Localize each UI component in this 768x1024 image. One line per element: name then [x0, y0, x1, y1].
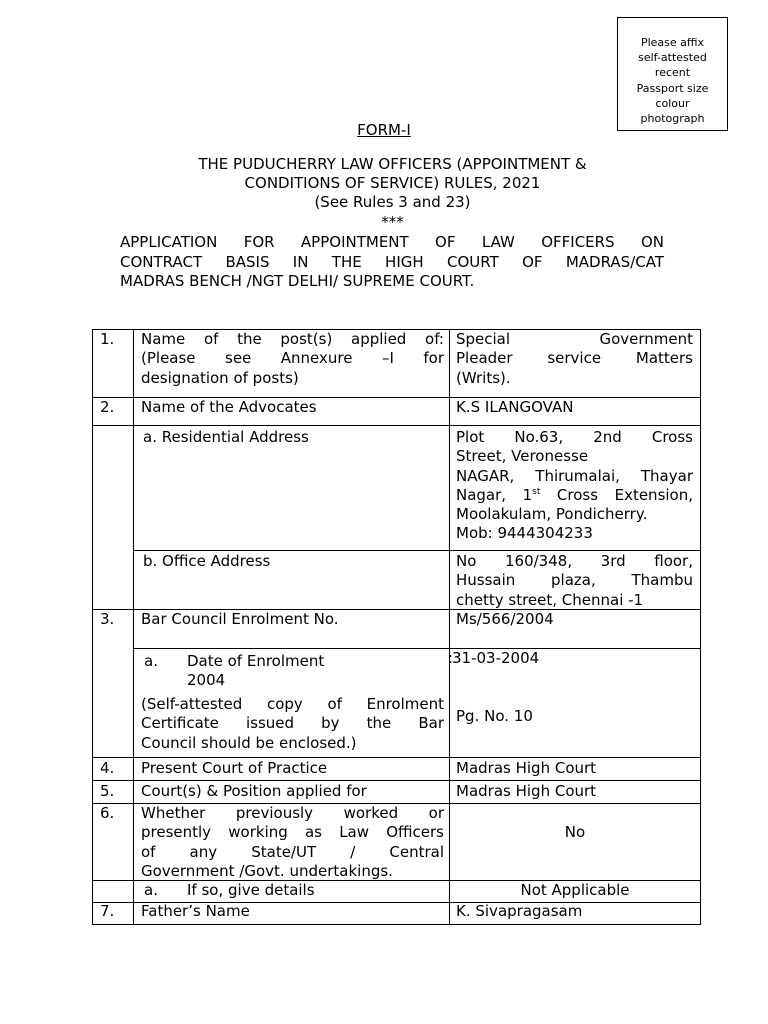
application-line: APPLICATION FOR APPOINTMENT OF LAW OFFICERS ON — [120, 233, 664, 251]
value-line: No 160/348, 3rd floor, — [456, 552, 693, 570]
present-court-value: Madras High Court — [456, 759, 597, 777]
label-line: Whether previously worked or — [141, 804, 444, 822]
heading-line: THE PUDUCHERRY LAW OFFICERS (APPOINTMENT & — [198, 155, 587, 173]
row-divider — [92, 425, 701, 426]
father-name-value: K. Sivapragasam — [456, 902, 583, 920]
photo-placeholder-box — [617, 17, 728, 131]
details-prefix: a. — [144, 881, 158, 899]
residential-address-value — [456, 428, 693, 544]
heading-line: CONDITIONS OF SERVICE) RULES, 2021 — [244, 174, 541, 193]
value-line: Plot No.63, 2nd Cross — [456, 428, 693, 446]
enrolment-date-label: Date of Enrolment — [187, 652, 325, 670]
enrolment-date-year: 2004 — [187, 671, 226, 689]
value-line: Special Government — [456, 330, 693, 348]
office-address-value — [456, 552, 693, 610]
row-number: 1. — [100, 330, 115, 348]
label-line: (Please see Annexure –I for — [141, 349, 444, 368]
advocate-name-label: Name of the Advocates — [141, 398, 317, 416]
row-divider — [133, 550, 701, 551]
value-text: Cross Extension, — [540, 485, 693, 504]
enrolment-date-prefix: a. — [144, 652, 158, 670]
advocate-name-value: K.S ILANGOVAN — [456, 398, 574, 416]
heading-line: *** — [381, 212, 404, 231]
rules-heading — [100, 155, 685, 232]
note-line: Council should be enclosed.) — [141, 733, 357, 752]
father-name-label: Father’s Name — [141, 902, 250, 920]
value-line: Moolakulam, Pondicherry. — [456, 505, 648, 524]
row-number: 7. — [100, 902, 115, 920]
row-number: 6. — [100, 804, 115, 822]
residential-address-label: a. Residential Address — [143, 428, 309, 446]
photo-box-line: Passport size — [636, 81, 709, 95]
row-divider — [92, 757, 701, 758]
value-line: Pleader service Matters — [456, 349, 693, 368]
value-line — [456, 486, 693, 505]
photo-box-line: photograph — [640, 112, 705, 126]
details-label: If so, give details — [187, 881, 315, 899]
table-border-right — [700, 329, 701, 925]
row-divider — [92, 780, 701, 781]
application-line: MADRAS BENCH /NGT DELHI/ SUPREME COURT. — [120, 272, 475, 291]
label-line: Name of the post(s) applied of: — [141, 330, 444, 348]
post-applied-label — [141, 330, 444, 388]
value-line: Mob: 9444304233 — [456, 524, 593, 543]
enrolment-date-colon: : — [448, 649, 454, 667]
previous-law-officer-label — [141, 804, 444, 881]
court-position-label: Court(s) & Position applied for — [141, 782, 367, 800]
row-number: 5. — [100, 782, 115, 800]
col-divider-num — [133, 329, 134, 925]
value-sup: st — [532, 486, 541, 497]
enrolment-page-value: Pg. No. 10 — [456, 707, 533, 725]
row-number: 4. — [100, 759, 115, 777]
court-position-value: Madras High Court — [456, 782, 597, 800]
office-address-label: b. Office Address — [143, 552, 271, 570]
details-value: Not Applicable — [520, 881, 630, 899]
form-title: FORM-I — [357, 121, 411, 139]
label-line: Government /Govt. undertakings. — [141, 861, 393, 880]
enrolment-date-value: 31-03-2004 — [452, 649, 540, 667]
row-number: 3. — [100, 610, 115, 628]
value-line: Hussain plaza, Thambu — [456, 571, 693, 590]
note-line: (Self-attested copy of Enrolment — [141, 695, 444, 713]
enrolment-note — [141, 695, 444, 753]
label-line: designation of posts) — [141, 368, 299, 387]
value-text: Nagar, 1 — [456, 485, 533, 504]
photo-box-line: recent — [654, 66, 691, 80]
row-number: 2. — [100, 398, 115, 416]
present-court-label: Present Court of Practice — [141, 759, 328, 777]
enrolment-no-value: Ms/566/2004 — [456, 610, 554, 628]
heading-line: (See Rules 3 and 23) — [314, 193, 471, 212]
label-line: of any State/UT / Central — [141, 842, 444, 861]
photo-box-line: Please affix — [640, 36, 705, 49]
note-line: Certificate issued by the Bar — [141, 714, 444, 733]
table-border-left — [92, 329, 93, 925]
enrolment-no-label: Bar Council Enrolment No. — [141, 610, 339, 628]
row-divider — [133, 648, 701, 649]
value-line: (Writs). — [456, 368, 511, 387]
value-line: NAGAR, Thirumalai, Thayar — [456, 466, 693, 485]
application-line: CONTRACT BASIS IN THE HIGH COURT OF MADRAS/CAT — [120, 252, 664, 271]
value-line: Street, Veronesse — [456, 447, 589, 466]
photo-box-line: colour — [655, 96, 690, 110]
application-title — [120, 233, 664, 292]
previous-law-officer-value: No — [564, 823, 586, 841]
value-line: chetty street, Chennai -1 — [456, 590, 644, 609]
table-border-bottom — [92, 924, 701, 925]
post-applied-value — [456, 330, 693, 388]
photo-box-line: self-attested — [638, 51, 707, 65]
label-line: presently working as Law Officers — [141, 823, 444, 842]
